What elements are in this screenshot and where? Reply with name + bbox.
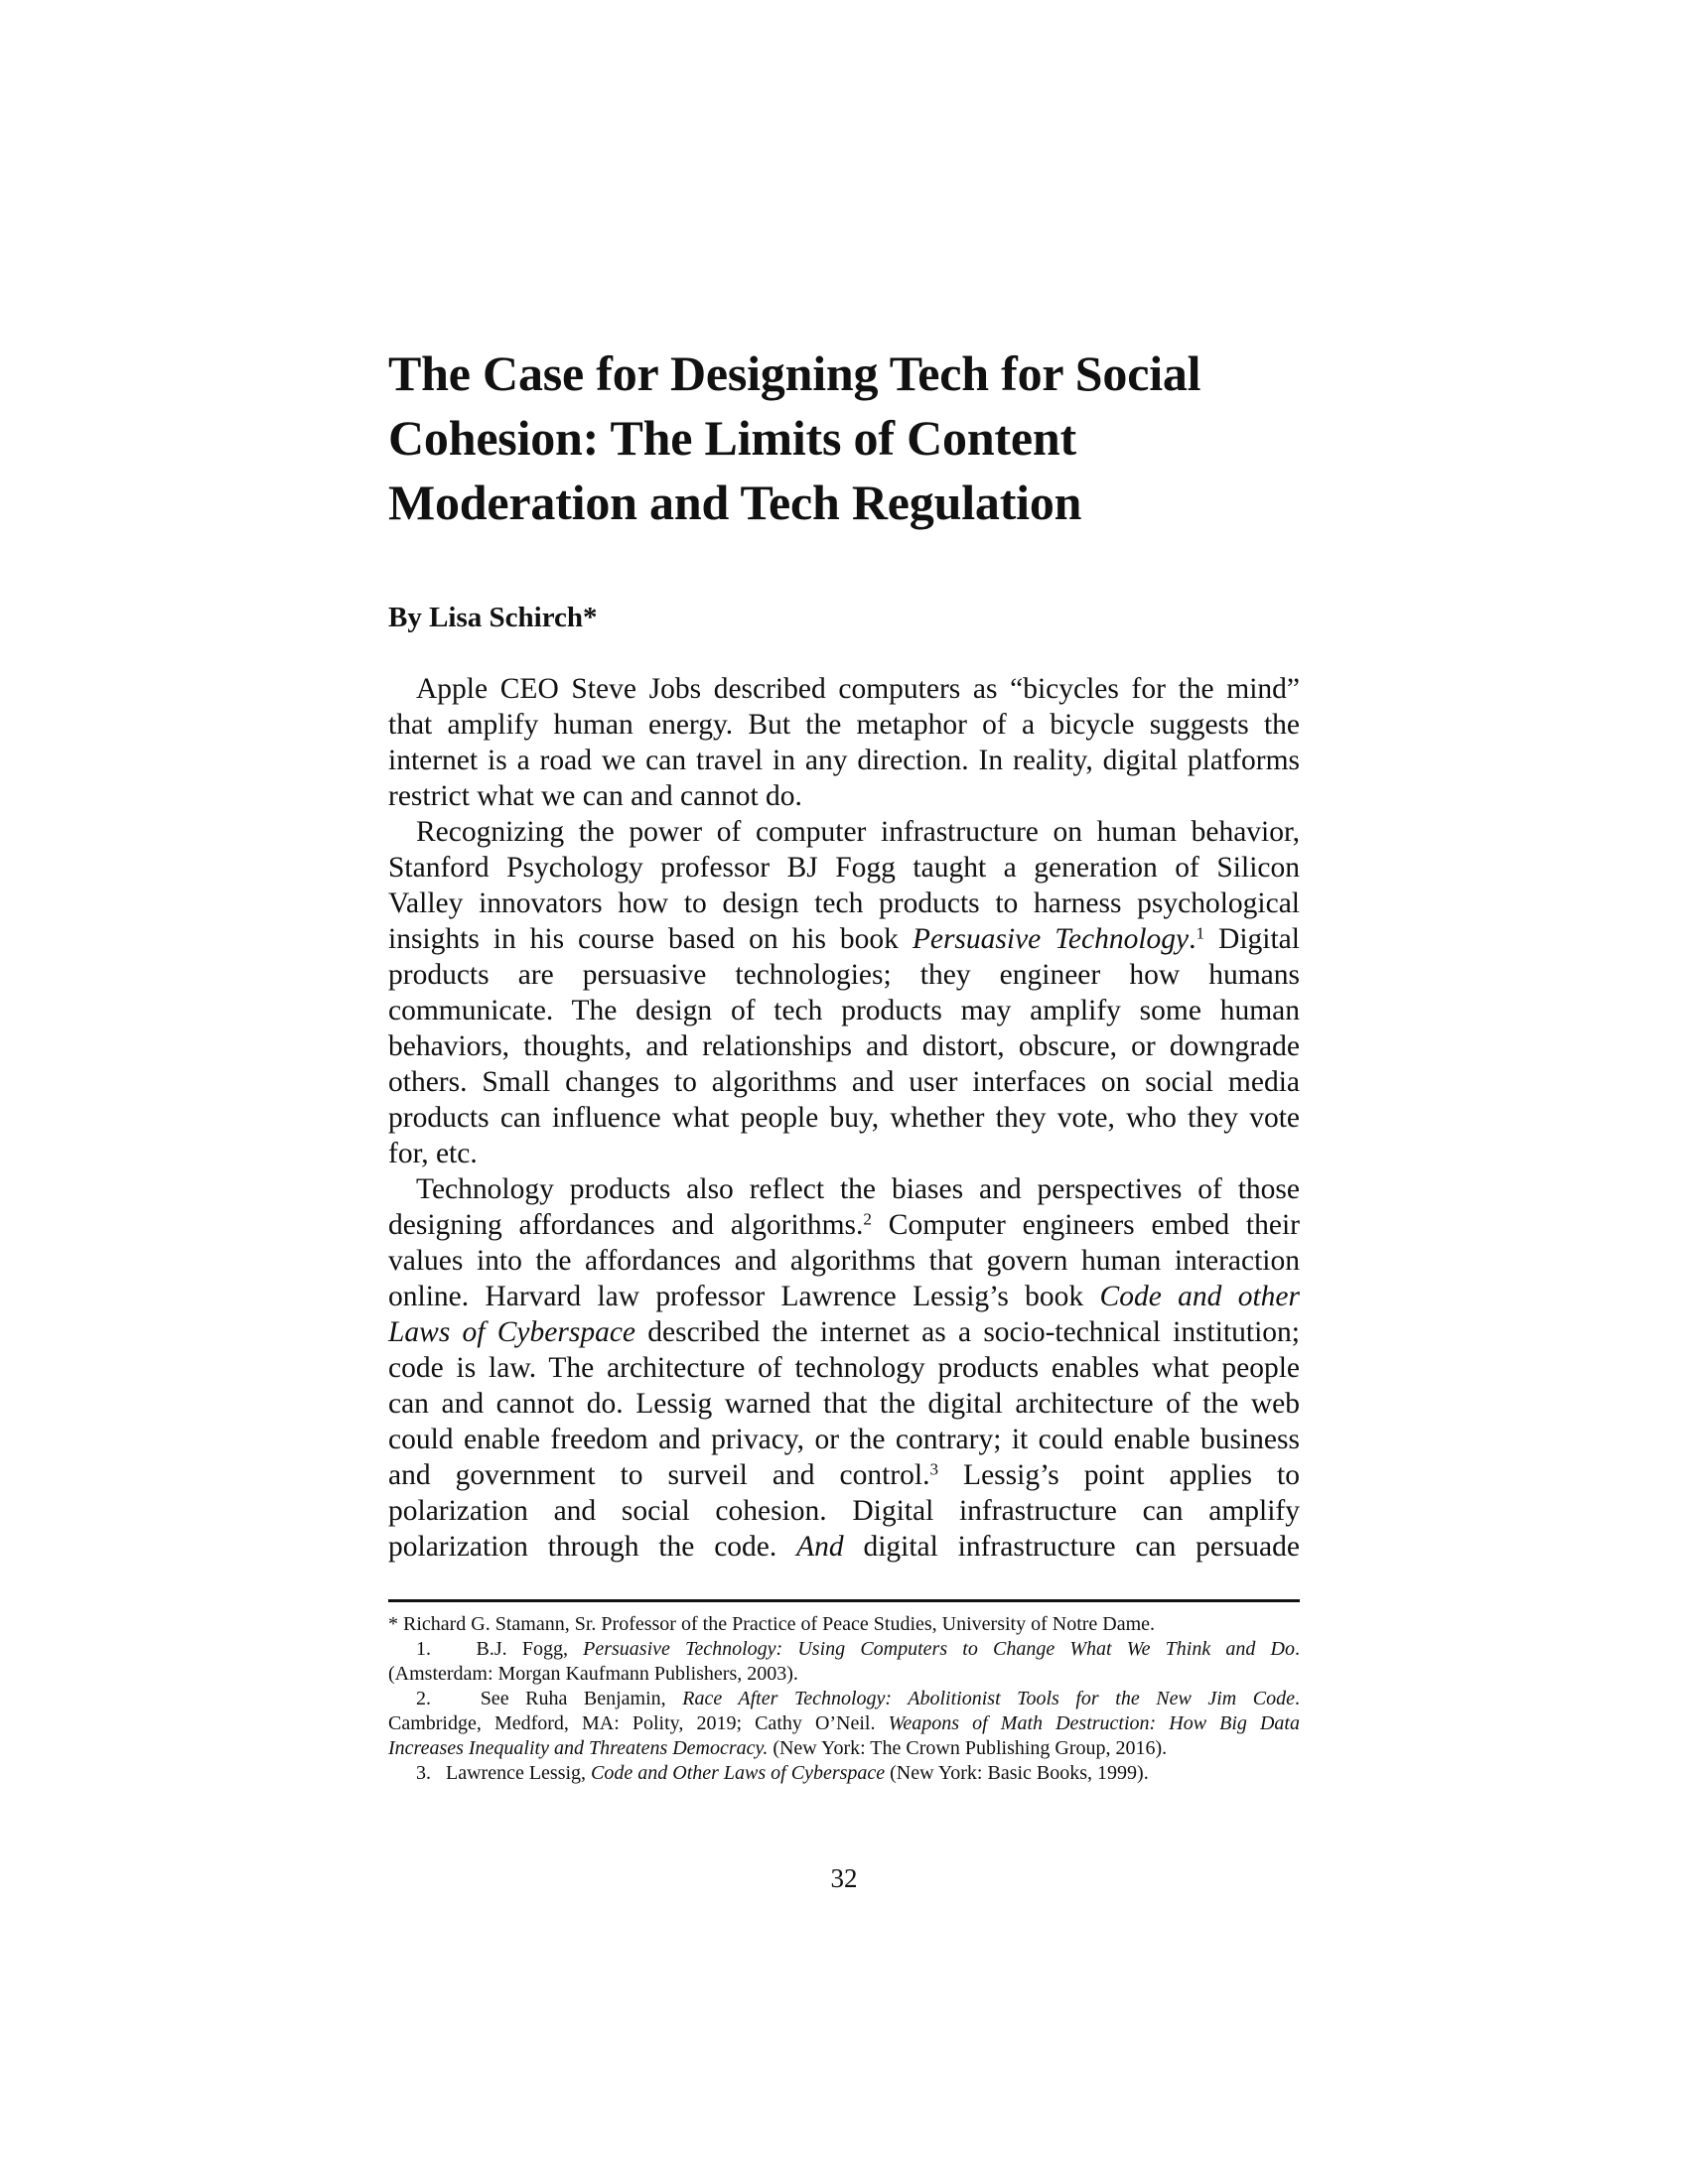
text-line: Recognizing the power of computer infrastructure on human behavior, [416, 816, 1300, 848]
text-run: insights in his course based on his book [388, 923, 913, 955]
book-title: Persuasive Technology [912, 923, 1190, 955]
title-line: Moderation and Tech Regulation [388, 475, 1082, 530]
text-line: communicate. The design of tech products may amplify some human [388, 995, 1300, 1026]
journal-page [388, 0, 1300, 2184]
text-run: . [1295, 1638, 1301, 1660]
footnote-line [388, 1711, 1300, 1736]
text-run: B.J. Fogg, [476, 1638, 584, 1660]
text-run: (New York: The Crown Publishing Group, 2016). [768, 1737, 1168, 1759]
footnote-line: (Amsterdam: Morgan Kaufmann Publishers, 2003). [388, 1663, 798, 1685]
footnote-ref-1: 1 [1196, 923, 1205, 943]
emphasis: And [796, 1531, 844, 1563]
footnote-number: 3. [416, 1762, 431, 1784]
text-line: Apple CEO Steve Jobs described computers as “bicycles for the mind” [416, 673, 1300, 705]
footnote-line: * Richard G. Stamann, Sr. Professor of the Practice of Peace Studies, University of Notre Dame. [388, 1613, 1156, 1635]
text-run: and government to surveil and control. [388, 1459, 930, 1491]
text-line: Valley innovators how to design tech products to harness psychological [388, 887, 1300, 919]
text-run: Digital [1204, 923, 1300, 955]
text-run: . [1189, 923, 1196, 955]
footnote-1 [388, 1637, 1300, 1687]
text-line: others. Small changes to algorithms and user interfaces on social media [388, 1066, 1300, 1098]
author-byline: By Lisa Schirch* [388, 602, 598, 633]
text-line: products are persuasive technologies; they engineer how humans [388, 959, 1300, 991]
text-run: (New York: Basic Books, 1999). [885, 1762, 1149, 1784]
text-run: Lessig’s point applies to [938, 1459, 1301, 1491]
text-line: can and cannot do. Lessig warned that the digital architecture of the web [388, 1388, 1300, 1420]
text-line [388, 1529, 1300, 1565]
book-title: Persuasive Technology: Using Computers to Change What We Think and Do [583, 1638, 1296, 1660]
paragraph-1 [388, 671, 1300, 814]
text-line: behaviors, thoughts, and relationships and distort, obscure, or downgrade [388, 1030, 1300, 1062]
text-line: code is law. The architecture of technology products enables what people [388, 1352, 1300, 1384]
text-run: described the internet as a socio-technical institution; [635, 1316, 1300, 1348]
footnote-2 [388, 1687, 1300, 1761]
text-line: polarization and social cohesion. Digital infrastructure can amplify [388, 1495, 1300, 1527]
title-line: Cohesion: The Limits of Content [388, 410, 1076, 466]
text-run: designing affordances and algorithms. [388, 1209, 864, 1241]
text-line: that amplify human energy. But the metaphor of a bicycle suggests the [388, 709, 1300, 741]
text-run: Computer engineers embed their [871, 1209, 1300, 1241]
footnote-number: 2. [416, 1688, 431, 1709]
book-title: Race After Technology: Abolitionist Tools for the New Jim Code [682, 1688, 1296, 1709]
text-run: See Ruha Benjamin, [480, 1688, 683, 1709]
text-line: values into the affordances and algorithms that govern human interaction [388, 1245, 1300, 1277]
page-number: 32 [830, 1863, 858, 1893]
text-run: . [1295, 1688, 1301, 1709]
footnote-line [388, 1637, 1300, 1662]
paragraph-3 [388, 1171, 1300, 1565]
footnote-divider [388, 1599, 1300, 1602]
footnote-line [388, 1761, 1300, 1786]
book-title: Increases Inequality and Threatens Democracy. [388, 1737, 769, 1759]
text-line [388, 1457, 1300, 1493]
text-line [388, 1207, 1300, 1243]
article-body [388, 671, 1300, 1565]
footnote-ref-2: 2 [863, 1209, 872, 1229]
text-line: Stanford Psychology professor BJ Fogg taught a generation of Silicon [388, 852, 1300, 884]
text-line [388, 921, 1300, 957]
text-line: restrict what we can and cannot do. [388, 780, 802, 812]
article-title [388, 341, 1300, 535]
footnote-line [388, 1736, 1300, 1761]
text-line: products can influence what people buy, whether they vote, who they vote [388, 1102, 1300, 1134]
footnote-line [388, 1687, 1300, 1711]
text-run: digital infrastructure can persuade [843, 1531, 1300, 1563]
footnotes [388, 1612, 1300, 1786]
footnote-3 [388, 1761, 1300, 1786]
text-run: online. Harvard law professor Lawrence Lessig’s book [388, 1281, 1100, 1312]
footnote-star [388, 1612, 1300, 1637]
book-title: Code and other [1099, 1281, 1300, 1312]
title-line: The Case for Designing Tech for Social [388, 345, 1201, 401]
paragraph-2 [388, 814, 1300, 1171]
text-line [388, 1314, 1300, 1350]
text-line: could enable freedom and privacy, or the contrary; it could enable business [388, 1424, 1300, 1455]
text-line: for, etc. [388, 1138, 478, 1169]
text-line: Technology products also reflect the biases and perspectives of those [416, 1173, 1300, 1205]
text-line: internet is a road we can travel in any direction. In reality, digital platforms [388, 745, 1300, 776]
book-title: Weapons of Math Destruction: How Big Data [888, 1712, 1300, 1734]
text-run: Lawrence Lessig, [446, 1762, 592, 1784]
footnote-number: 1. [416, 1638, 431, 1660]
text-line [388, 1279, 1300, 1314]
text-run: Cambridge, Medford, MA: Polity, 2019; Cathy O’Neil. [388, 1712, 889, 1734]
book-title: Laws of Cyberspace [388, 1316, 636, 1348]
footnote-ref-3: 3 [929, 1459, 939, 1479]
book-title: Code and Other Laws of Cyberspace [591, 1762, 886, 1784]
text-run: polarization through the code. [388, 1531, 797, 1563]
